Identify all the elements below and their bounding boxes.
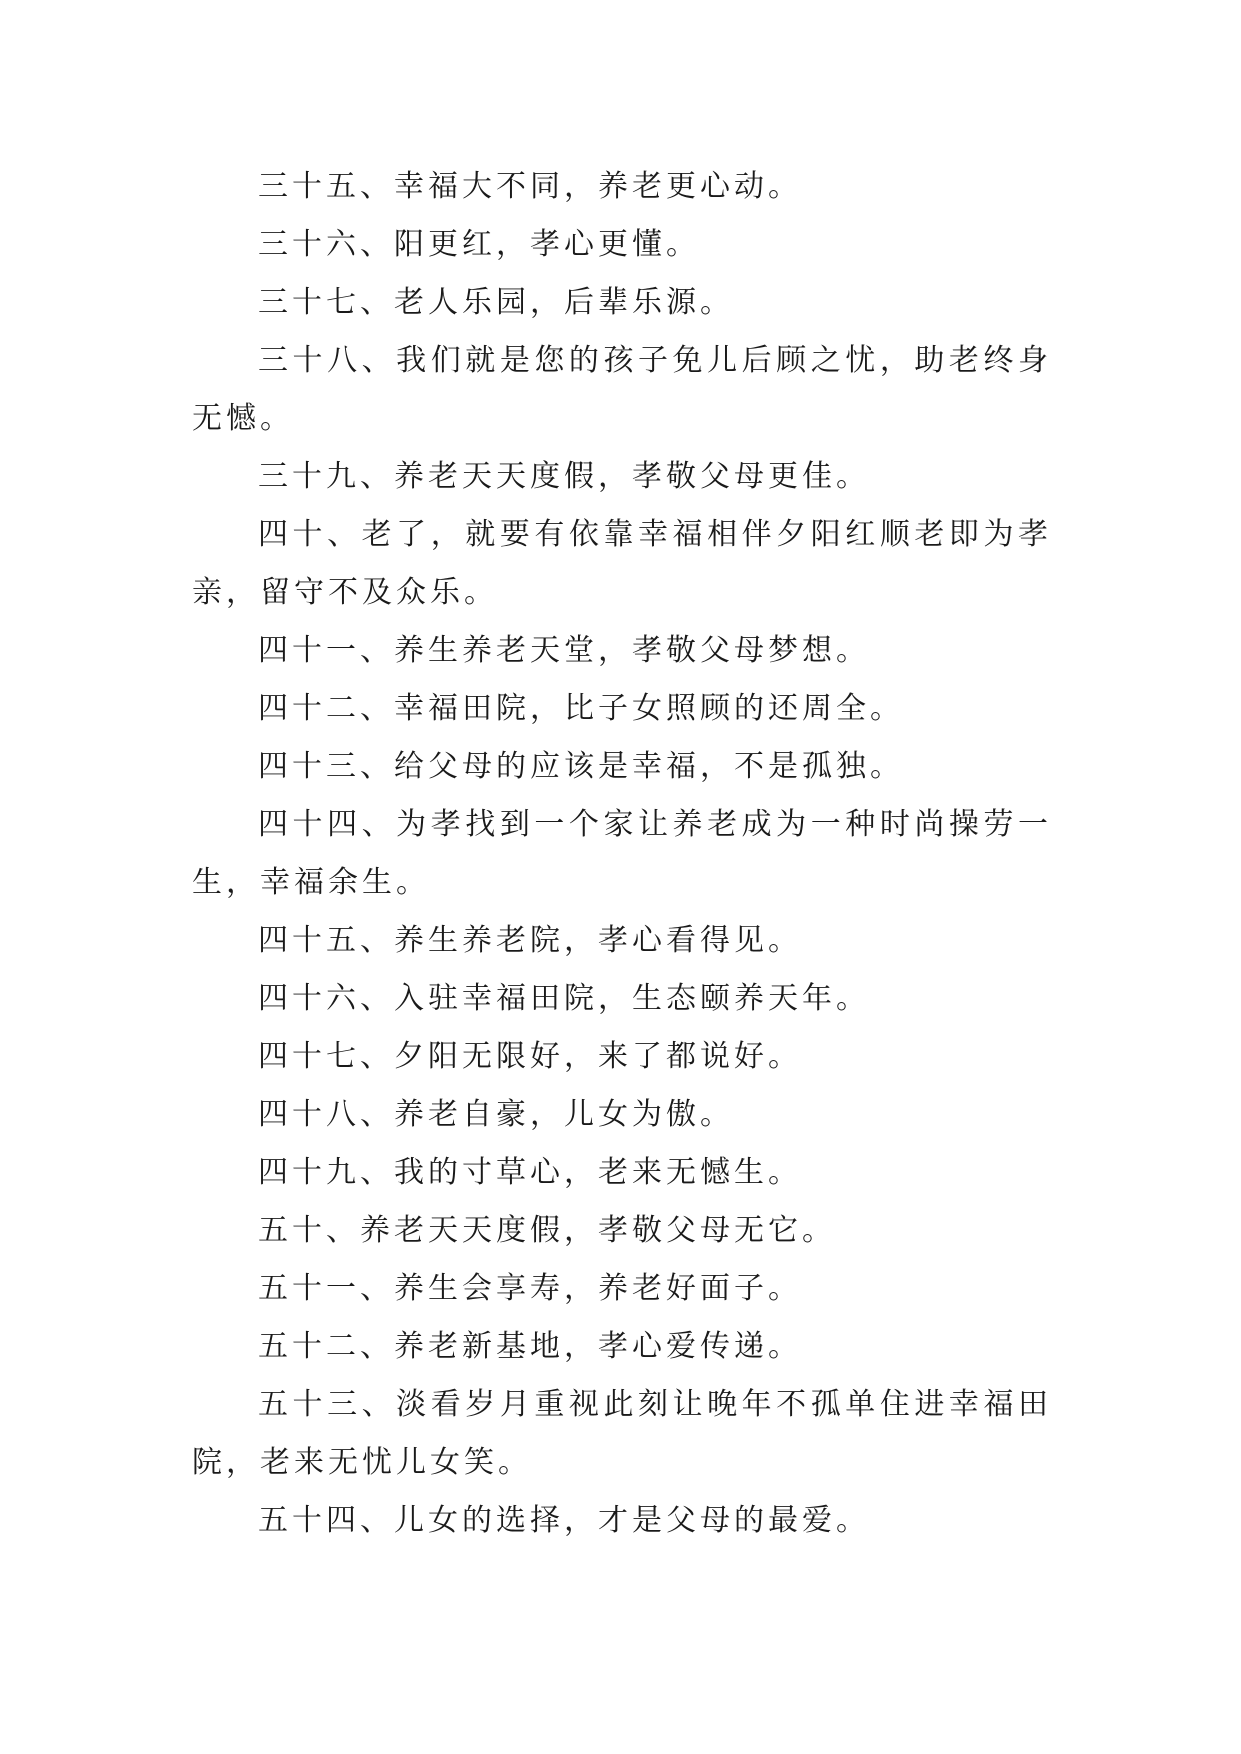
document-body	[192, 158, 1052, 1550]
paragraph-40: 四十、老了，就要有依靠幸福相伴夕阳红顺老即为孝亲，留守不及众乐。	[192, 517, 1052, 610]
paragraph-37: 三十七、老人乐园，后辈乐源。	[258, 285, 734, 320]
paragraph-48: 四十八、养老自豪，儿女为傲。	[258, 1097, 734, 1132]
paragraph-46: 四十六、入驻幸福田院，生态颐养天年。	[258, 981, 870, 1016]
paragraph-49: 四十九、我的寸草心，老来无憾生。	[258, 1155, 802, 1190]
paragraph-45: 四十五、养生养老院，孝心看得见。	[258, 923, 802, 958]
paragraph-35: 三十五、幸福大不同，养老更心动。	[258, 169, 802, 204]
paragraph-44: 四十四、为孝找到一个家让养老成为一种时尚操劳一生，幸福余生。	[192, 807, 1052, 900]
paragraph-42: 四十二、幸福田院，比子女照顾的还周全。	[258, 691, 904, 726]
paragraph-54: 五十四、儿女的选择，才是父母的最爱。	[258, 1503, 870, 1538]
paragraph-41: 四十一、养生养老天堂，孝敬父母梦想。	[258, 633, 870, 668]
paragraph-38: 三十八、我们就是您的孩子免儿后顾之忧，助老终身无憾。	[192, 343, 1052, 436]
paragraph-36: 三十六、阳更红，孝心更懂。	[258, 227, 700, 262]
paragraph-47: 四十七、夕阳无限好，来了都说好。	[258, 1039, 802, 1074]
paragraph-51: 五十一、养生会享寿，养老好面子。	[258, 1271, 802, 1306]
paragraph-53: 五十三、淡看岁月重视此刻让晚年不孤单住进幸福田院，老来无忧儿女笑。	[192, 1387, 1052, 1480]
paragraph-43: 四十三、给父母的应该是幸福，不是孤独。	[258, 749, 904, 784]
paragraph-39: 三十九、养老天天度假，孝敬父母更佳。	[258, 459, 870, 494]
paragraph-50: 五十、养老天天度假，孝敬父母无它。	[258, 1213, 836, 1248]
paragraph-52: 五十二、养老新基地，孝心爱传递。	[258, 1329, 802, 1364]
